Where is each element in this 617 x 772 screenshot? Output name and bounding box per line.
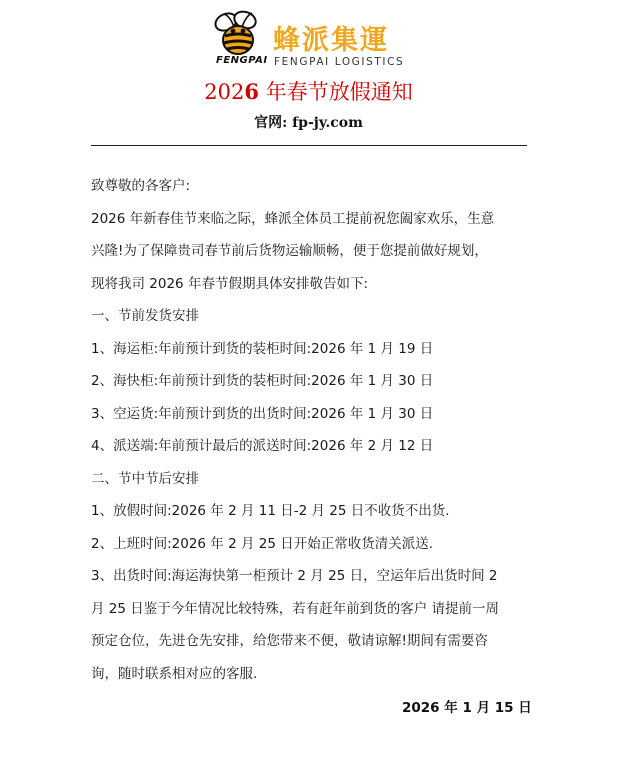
schedule-item-delivery: 4、派送端:年前预计最后的派送时间:2026 年 2 月 12 日	[91, 438, 434, 454]
logo-company-name-cn: 蜂派集運	[273, 25, 389, 56]
signature-date: 2026 年 1 月 15 日	[402, 700, 532, 716]
arrangement-holiday-period: 1、放假时间:2026 年 2 月 11 日-2 月 25 日不收货不出货.	[91, 503, 450, 519]
website-line: 官网: fp-jy.com	[254, 115, 363, 131]
arrangement-shipping-line-2: 月 25 日鉴于今年情况比较特殊，若有赶年前到货的客户 请提前一周	[91, 601, 500, 617]
arrangement-shipping-line-1: 3、出货时间:海运海快第一柜预计 2 月 25 日，空运年后出货时间 2	[91, 568, 498, 584]
bee-icon	[208, 10, 266, 58]
logo-company-name-en: FENGPAI LOGISTICS	[274, 56, 405, 68]
section-heading-pre-holiday: 一、节前发货安排	[91, 308, 199, 324]
intro-line-3: 现将我司 2026 年春节假期具体安排敬告如下:	[91, 276, 368, 292]
intro-line-1: 2026 年新春佳节来临之际，蜂派全体员工提前祝您阖家欢乐，生意	[91, 211, 495, 227]
arrangement-shipping-line-4: 询，随时联系相对应的客服.	[91, 666, 258, 682]
arrangement-shipping-line-3: 预定仓位，先进仓先安排，给您带来不便，敬请谅解!期间有需要咨	[91, 633, 488, 649]
intro-line-2: 兴隆!为了保障贵司春节前后货物运输顺畅，便于您提前做好规划，	[91, 243, 488, 259]
arrangement-work-resume: 2、上班时间:2026 年 2 月 25 日开始正常收货清关派送.	[91, 536, 434, 552]
schedule-item-sea-container: 1、海运柜:年前预计到货的装柜时间:2026 年 1 月 19 日	[91, 341, 434, 357]
salutation: 致尊敬的各客户:	[91, 178, 191, 194]
schedule-item-air-cargo: 3、空运货:年前预计到货的出货时间:2026 年 1 月 30 日	[91, 406, 434, 422]
page-title: 2026 年春节放假通知	[204, 79, 413, 104]
schedule-item-express-container: 2、海快柜:年前预计到货的装柜时间:2026 年 1 月 30 日	[91, 373, 434, 389]
header-divider	[91, 145, 527, 146]
company-logo	[208, 10, 408, 68]
logo-brand-mark: FENGPAI	[216, 55, 268, 66]
section-heading-during-after: 二、节中节后安排	[91, 471, 199, 487]
